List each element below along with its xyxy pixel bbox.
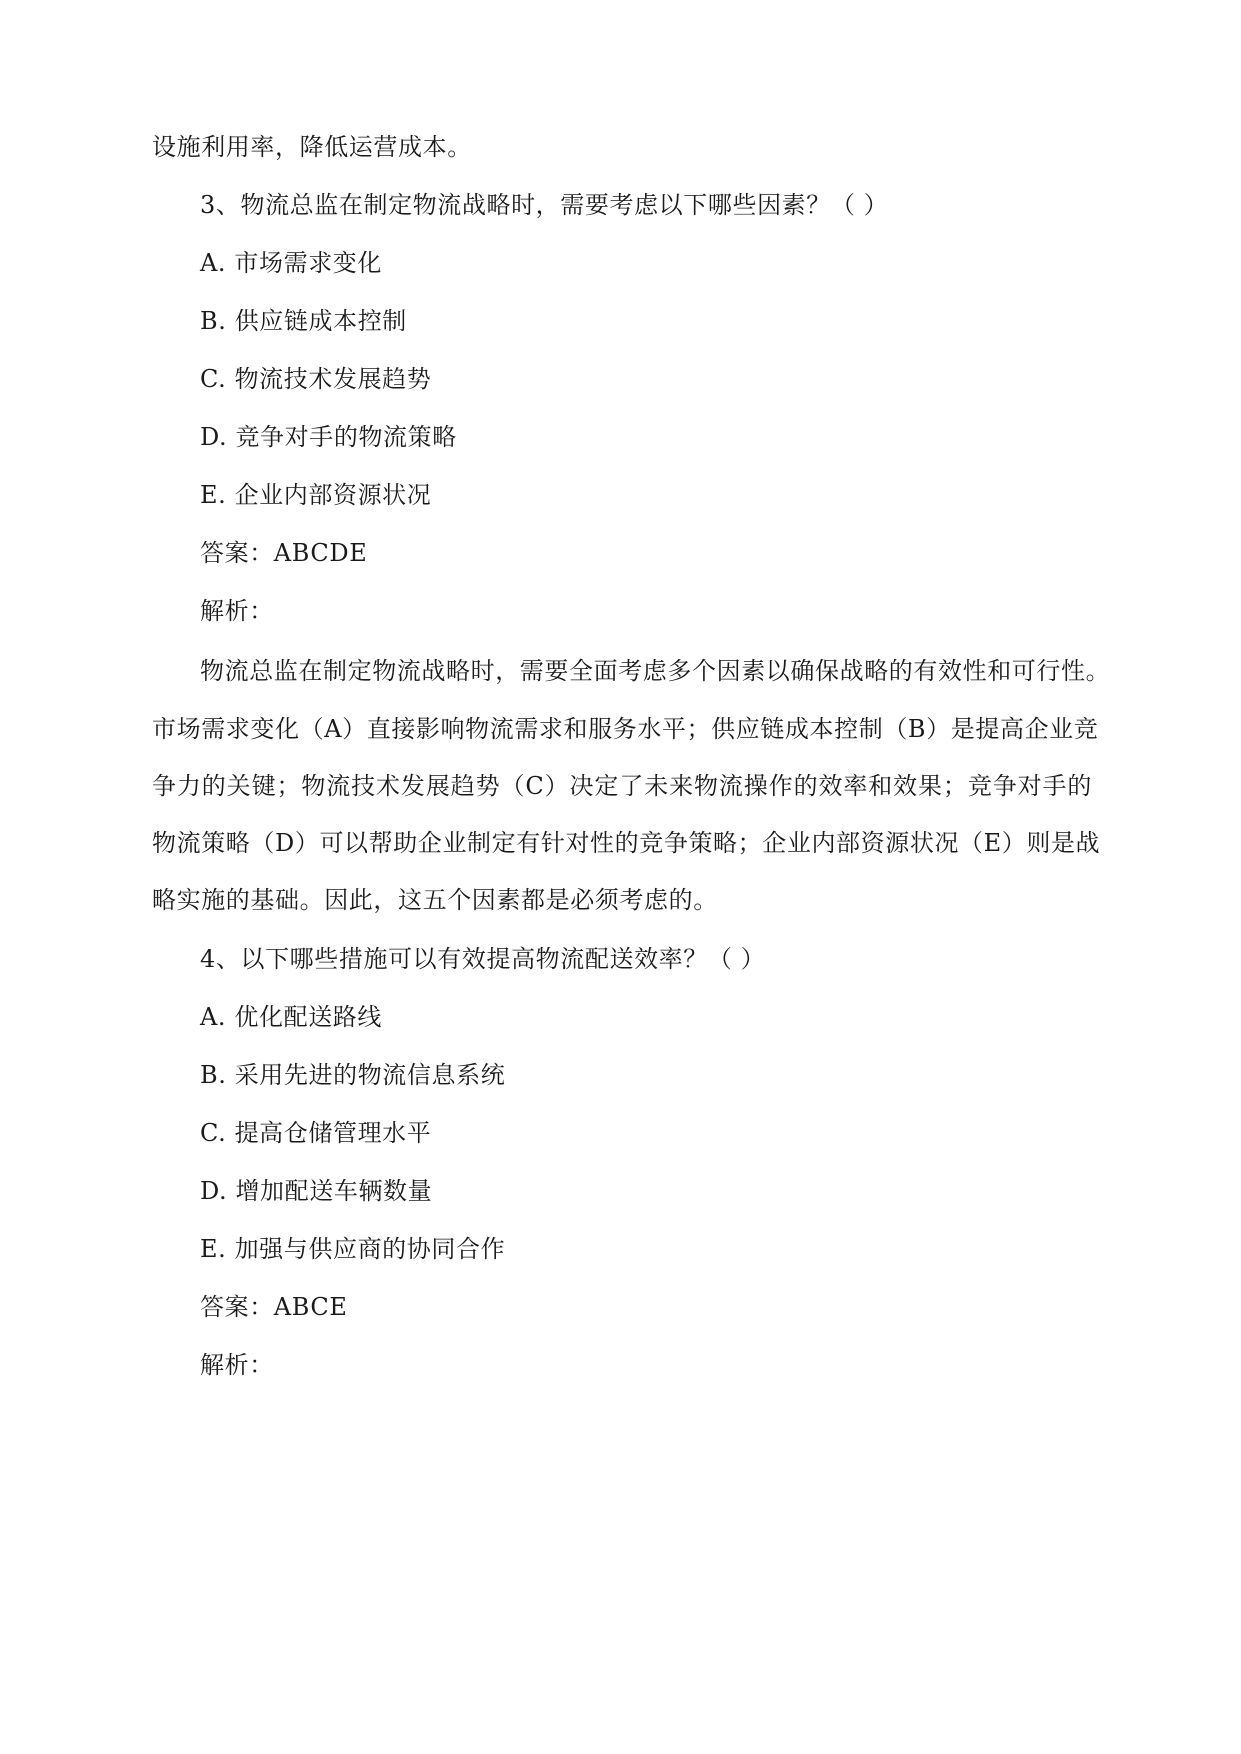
question-3-explanation-line: 争力的关键；物流技术发展趋势（C）决定了未来物流操作的效率和效果；竞争对手的 bbox=[152, 772, 1092, 800]
question-3: 3、物流总监在制定物流战略时，需要考虑以下哪些因素？（ ） bbox=[200, 191, 889, 219]
question-4: 4、以下哪些措施可以有效提高物流配送效率？（ ） bbox=[200, 945, 766, 973]
question-3-answer: 答案：ABCDE bbox=[200, 539, 368, 567]
question-3-explanation-line: 物流总监在制定物流战略时，需要全面考虑多个因素以确保战略的有效性和可行性。 bbox=[200, 657, 1111, 685]
question-4-answer: 答案：ABCE bbox=[200, 1293, 348, 1321]
question-4-option-a: A. 优化配送路线 bbox=[200, 1003, 382, 1031]
question-3-option-a: A. 市场需求变化 bbox=[200, 249, 382, 277]
question-3-option-c: C. 物流技术发展趋势 bbox=[200, 365, 432, 393]
question-3-explanation-line: 略实施的基础。因此，这五个因素都是必须考虑的。 bbox=[152, 886, 718, 914]
question-3-option-e: E. 企业内部资源状况 bbox=[200, 481, 432, 509]
question-4-option-b: B. 采用先进的物流信息系统 bbox=[200, 1061, 506, 1089]
question-3-explanation-line: 市场需求变化（A）直接影响物流需求和服务水平；供应链成本控制（B）是提高企业竞 bbox=[152, 715, 1099, 743]
question-3-explanation-label: 解析： bbox=[200, 597, 274, 625]
question-3-option-d: D. 竞争对手的物流策略 bbox=[200, 423, 457, 451]
question-4-option-e: E. 加强与供应商的协同合作 bbox=[200, 1235, 506, 1263]
question-3-explanation-line: 物流策略（D）可以帮助企业制定有针对性的竞争策略；企业内部资源状况（E）则是战 bbox=[152, 829, 1101, 857]
paragraph-continuation: 设施利用率，降低运营成本。 bbox=[152, 133, 472, 161]
question-4-explanation-label: 解析： bbox=[200, 1351, 274, 1379]
question-3-option-b: B. 供应链成本控制 bbox=[200, 307, 407, 335]
question-4-option-d: D. 增加配送车辆数量 bbox=[200, 1177, 433, 1205]
question-4-option-c: C. 提高仓储管理水平 bbox=[200, 1119, 432, 1147]
